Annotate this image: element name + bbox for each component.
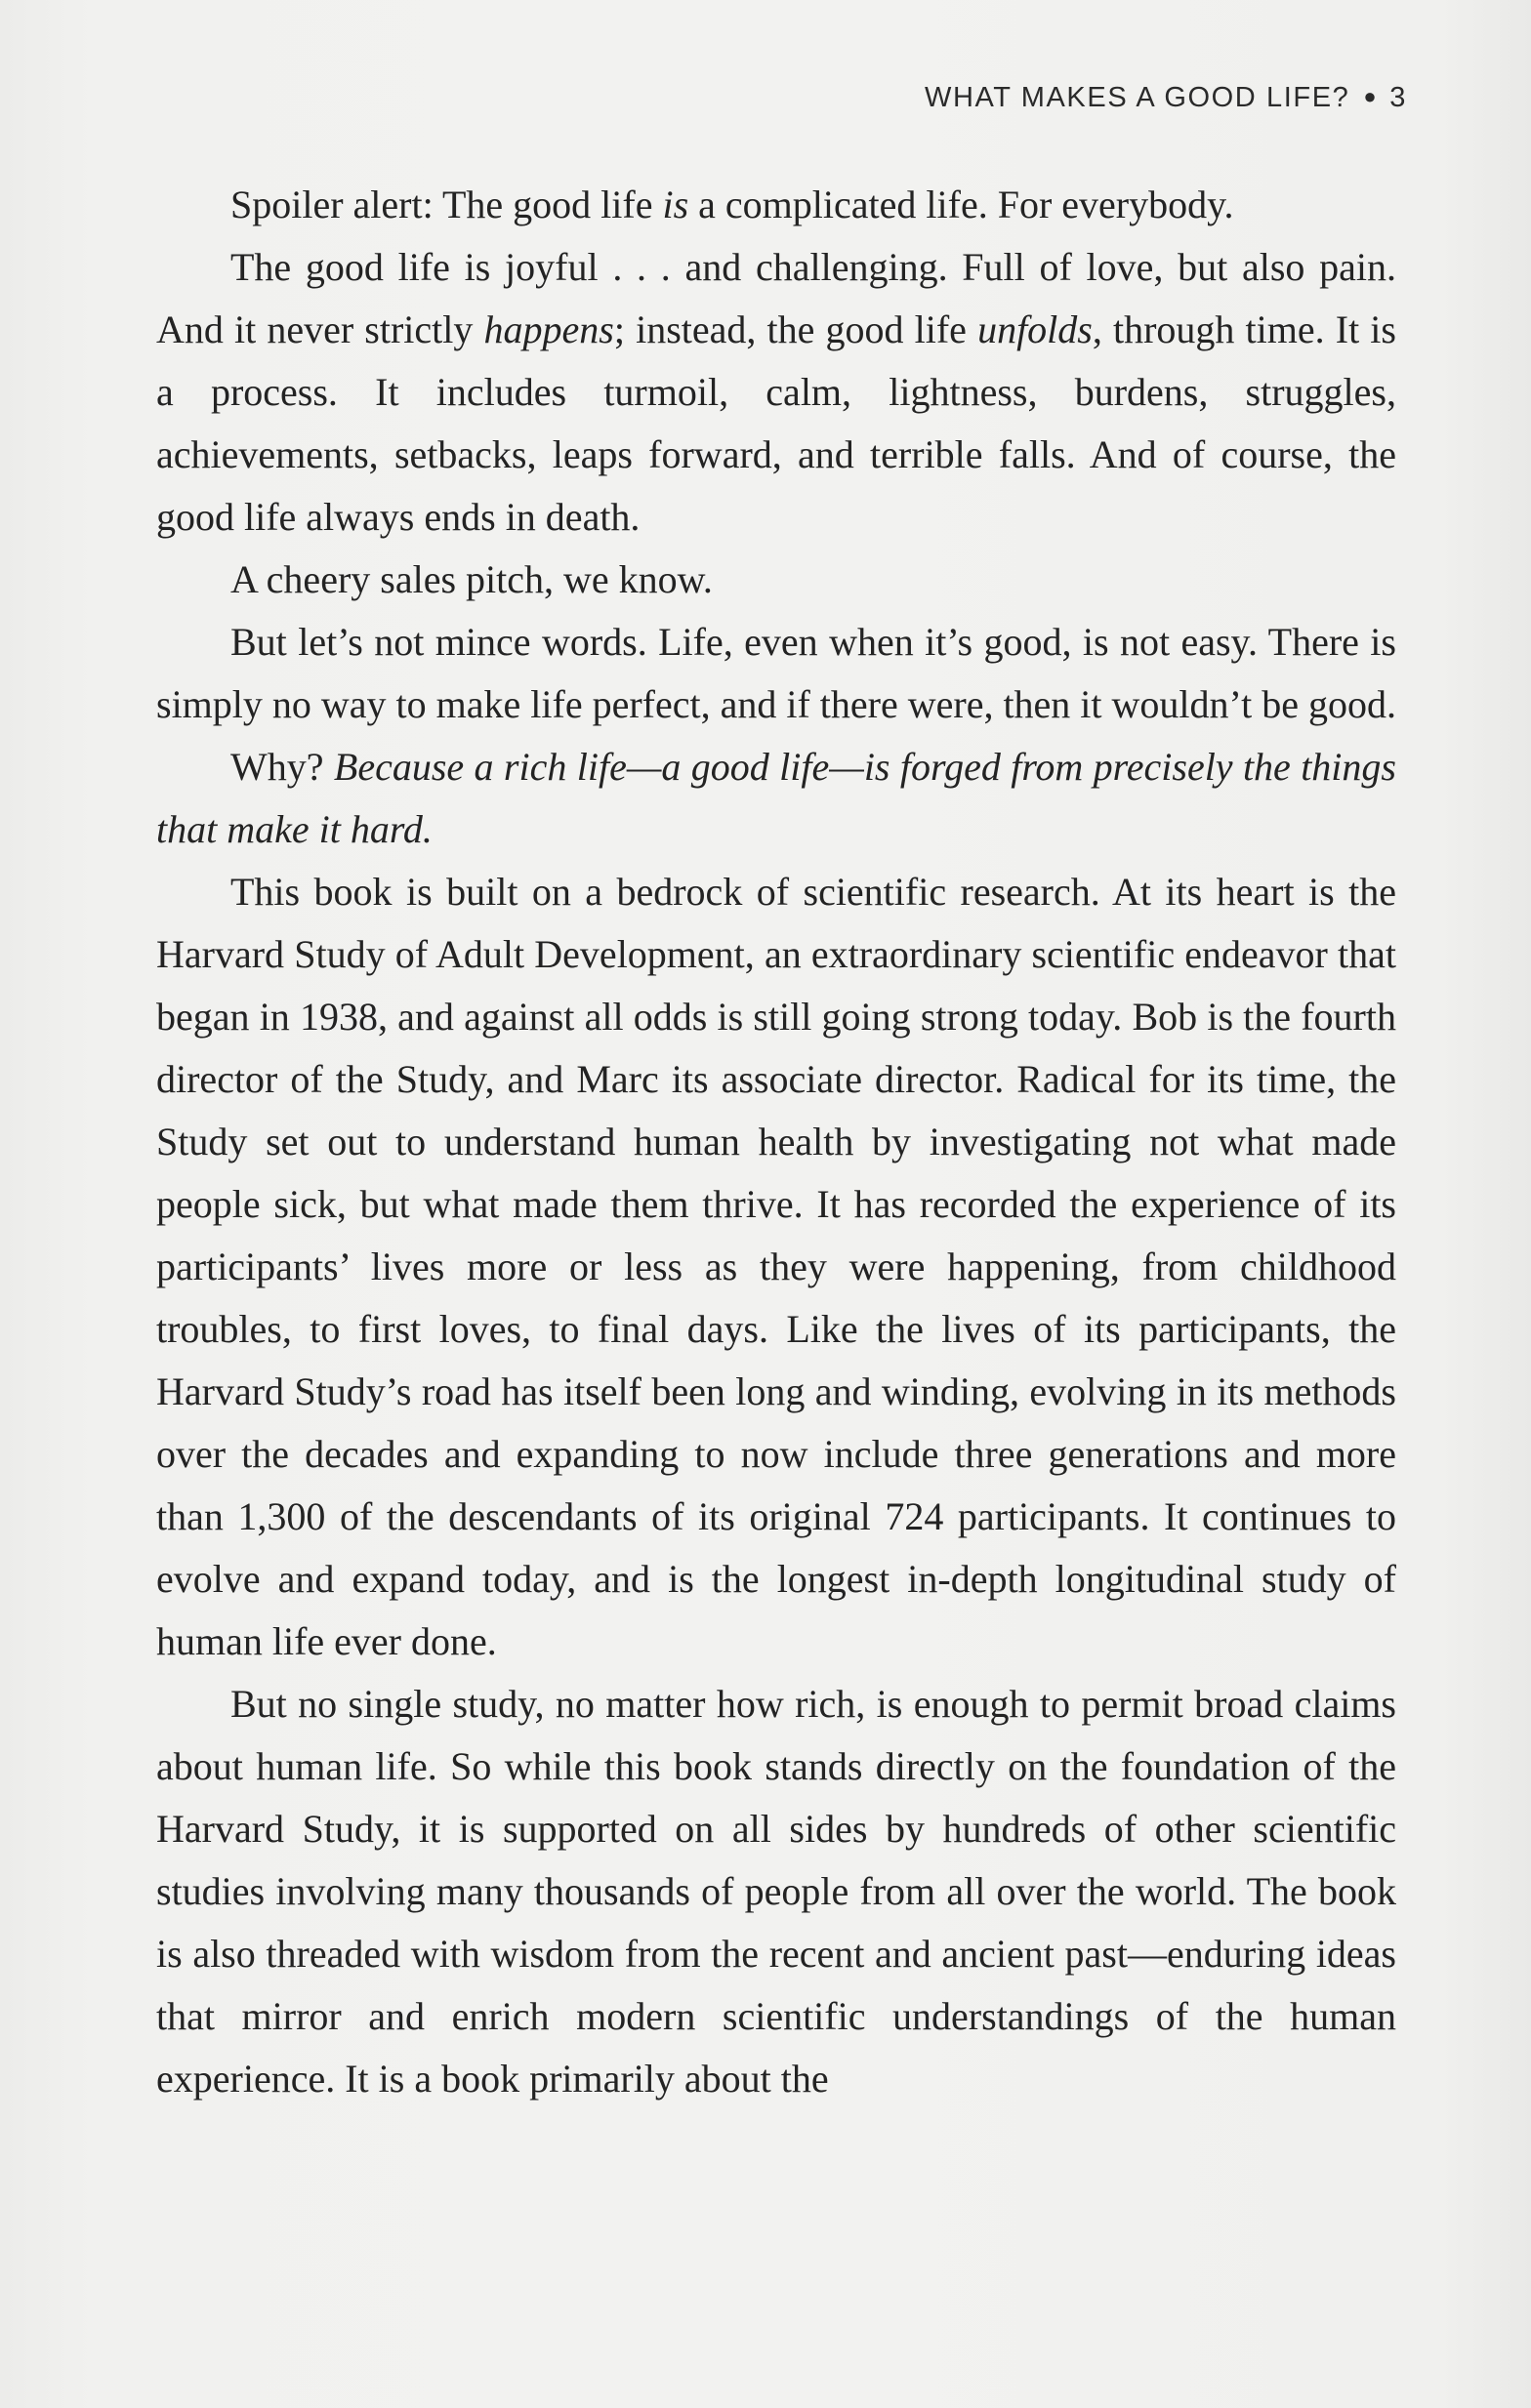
bullet-separator: ●: [1363, 84, 1379, 108]
text-segment: ; instead, the good life: [613, 307, 978, 351]
text-segment: a complicated life. For everybody.: [688, 183, 1234, 226]
italic-segment: is: [662, 183, 689, 226]
running-head: [925, 82, 1407, 114]
paragraph-6: [156, 861, 1396, 1673]
body-text: [156, 174, 1396, 2110]
italic-segment: Because a rich life—a good life—is forged from precisely the things that make it hard.: [156, 745, 1396, 851]
text-segment: Why?: [230, 745, 334, 789]
paragraph-5: [156, 736, 1396, 861]
paragraph-3: [156, 549, 1396, 611]
italic-segment: happens: [483, 307, 614, 351]
text-segment: This book is built on a bedrock of scientific research. At its heart is the Harvard Study of Adult Development, an extraordinary scientific endeavor that began in 1938, and against all odds is still going strong today. Bob is the fourth director of the Study, and Marc its associate director. Radical for its time, the Study set out to understand human health by investigating not what made people sick, but what made them thrive. It has recorded the experience of its participants’ lives more or less as they were happening, from childhood troubles, to first loves, to final days. Like the lives of its participants, the Harvard Study’s road has itself been long and winding, evolving in its methods over the decades and expanding to now include three generations and more than 1,300 of the descendants of its original 724 participants. It continues to evolve and expand today, and is the longest in-depth longitudinal study of human life ever done.: [156, 870, 1396, 1663]
paragraph-2: [156, 236, 1396, 549]
text-segment: , through time. It is a process. It includes turmoil, calm, lightness, burdens, struggles, achievements, setbacks, leaps forward, and terrible falls. And of course, the good life always ends in death.: [156, 307, 1396, 539]
text-segment: But let’s not mince words. Life, even when it’s good, is not easy. There is simply no way to make life perfect, and if there were, then it wouldn’t be good.: [156, 620, 1396, 726]
text-segment: The good life is joyful . . . and challenging. Full of love, but also pain. And it never strictly: [156, 245, 1396, 351]
paragraph-1: [156, 174, 1396, 236]
text-segment: But no single study, no matter how rich, is enough to permit broad claims about human life. So while this book stands directly on the foundation of the Harvard Study, it is supported on all sides by hundreds of other scientific studies involving many thousands of people from all over the world. The book is also threaded with wisdom from the recent and ancient past—enduring ideas that mirror and enrich modern scientific understandings of the human experience. It is a book primarily about the: [156, 1682, 1396, 2101]
page-number: 3: [1389, 82, 1407, 113]
text-segment: A cheery sales pitch, we know.: [230, 557, 713, 601]
italic-segment: unfolds: [977, 307, 1093, 351]
paragraph-4: [156, 611, 1396, 736]
running-title: WHAT MAKES A GOOD LIFE?: [924, 82, 1350, 113]
text-segment: Spoiler alert: The good life: [230, 183, 663, 226]
paragraph-7: [156, 1673, 1396, 2110]
